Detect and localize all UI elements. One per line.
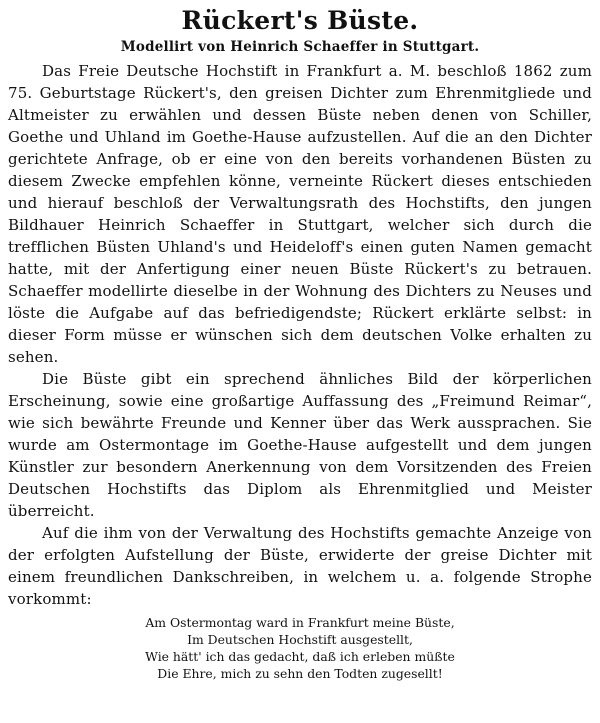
paragraph-2: Die Büste gibt ein sprechend ähnliches Bild der körperlichen Erscheinung, sowie eine großartige Auffassung des „Freimund Reimar“, wie sich bewährte Freunde und Kenner über das Werk aussprachen. Sie wurde am Ostermontage im Goethe-Hause aufgestellt und dem jungen Künstler zur besondern Anerkennung von dem Vorsitzenden des Freien Deutschen Hochstifts das Diplom als Ehrenmitglied und Meister überreicht. <box>8 370 592 520</box>
verse-line-1: Am Ostermontag ward in Frankfurt meine Büste, <box>145 615 455 630</box>
verse-line-2: Im Deutschen Hochstift ausgestellt, <box>187 632 413 647</box>
article-subtitle: Modellirt von Heinrich Schaeffer in Stuttgart. <box>120 39 480 55</box>
verse-line-3: Wie hätt' ich das gedacht, daß ich erleben müßte <box>145 649 455 664</box>
paragraph-3: Auf die ihm von der Verwaltung des Hochstifts gemachte Anzeige von der erfolgten Aufstellung der Büste, erwiderte der greise Dichter mit einem freundlichen Dankschreiben, in welchem u. a. folgende Strophe vorkommt: <box>8 524 592 608</box>
verse-stanza <box>8 614 592 682</box>
paragraph-1: Das Freie Deutsche Hochstift in Frankfurt a. M. beschloß 1862 zum 75. Geburtstage Rückert's, den greisen Dichter zum Ehrenmitgliede und Altmeister zu erwählen und dessen Büste neben denen von Schiller, Goethe und Uhland im Goethe-Hause aufzustellen. Auf die an den Dichter gerichtete Anfrage, ob er eine von den bereits vorhandenen Büsten zu diesem Zwecke empfehlen könne, verneinte Rückert dieses entschieden und hierauf beschloß der Verwaltungsrath des Hochstifts, den jungen Bildhauer Heinrich Schaeffer in Stuttgart, welcher sich durch die trefflichen Büsten Uhland's und Heideloff's einen guten Namen gemacht hatte, mit der Anfertigung einer neuen Büste Rückert's zu betrauen. Schaeffer modellirte dieselbe in der Wohnung des Dichters zu Neuses und löste die Aufgabe auf das befriedigendste; Rückert erklärte selbst: in dieser Form müsse er wünschen sich dem deutschen Volke erhalten zu sehen. <box>8 62 592 366</box>
article-title: Rückert's Büste. <box>181 6 419 35</box>
verse-line-4: Die Ehre, mich zu sehn den Todten zugesellt! <box>157 666 443 681</box>
